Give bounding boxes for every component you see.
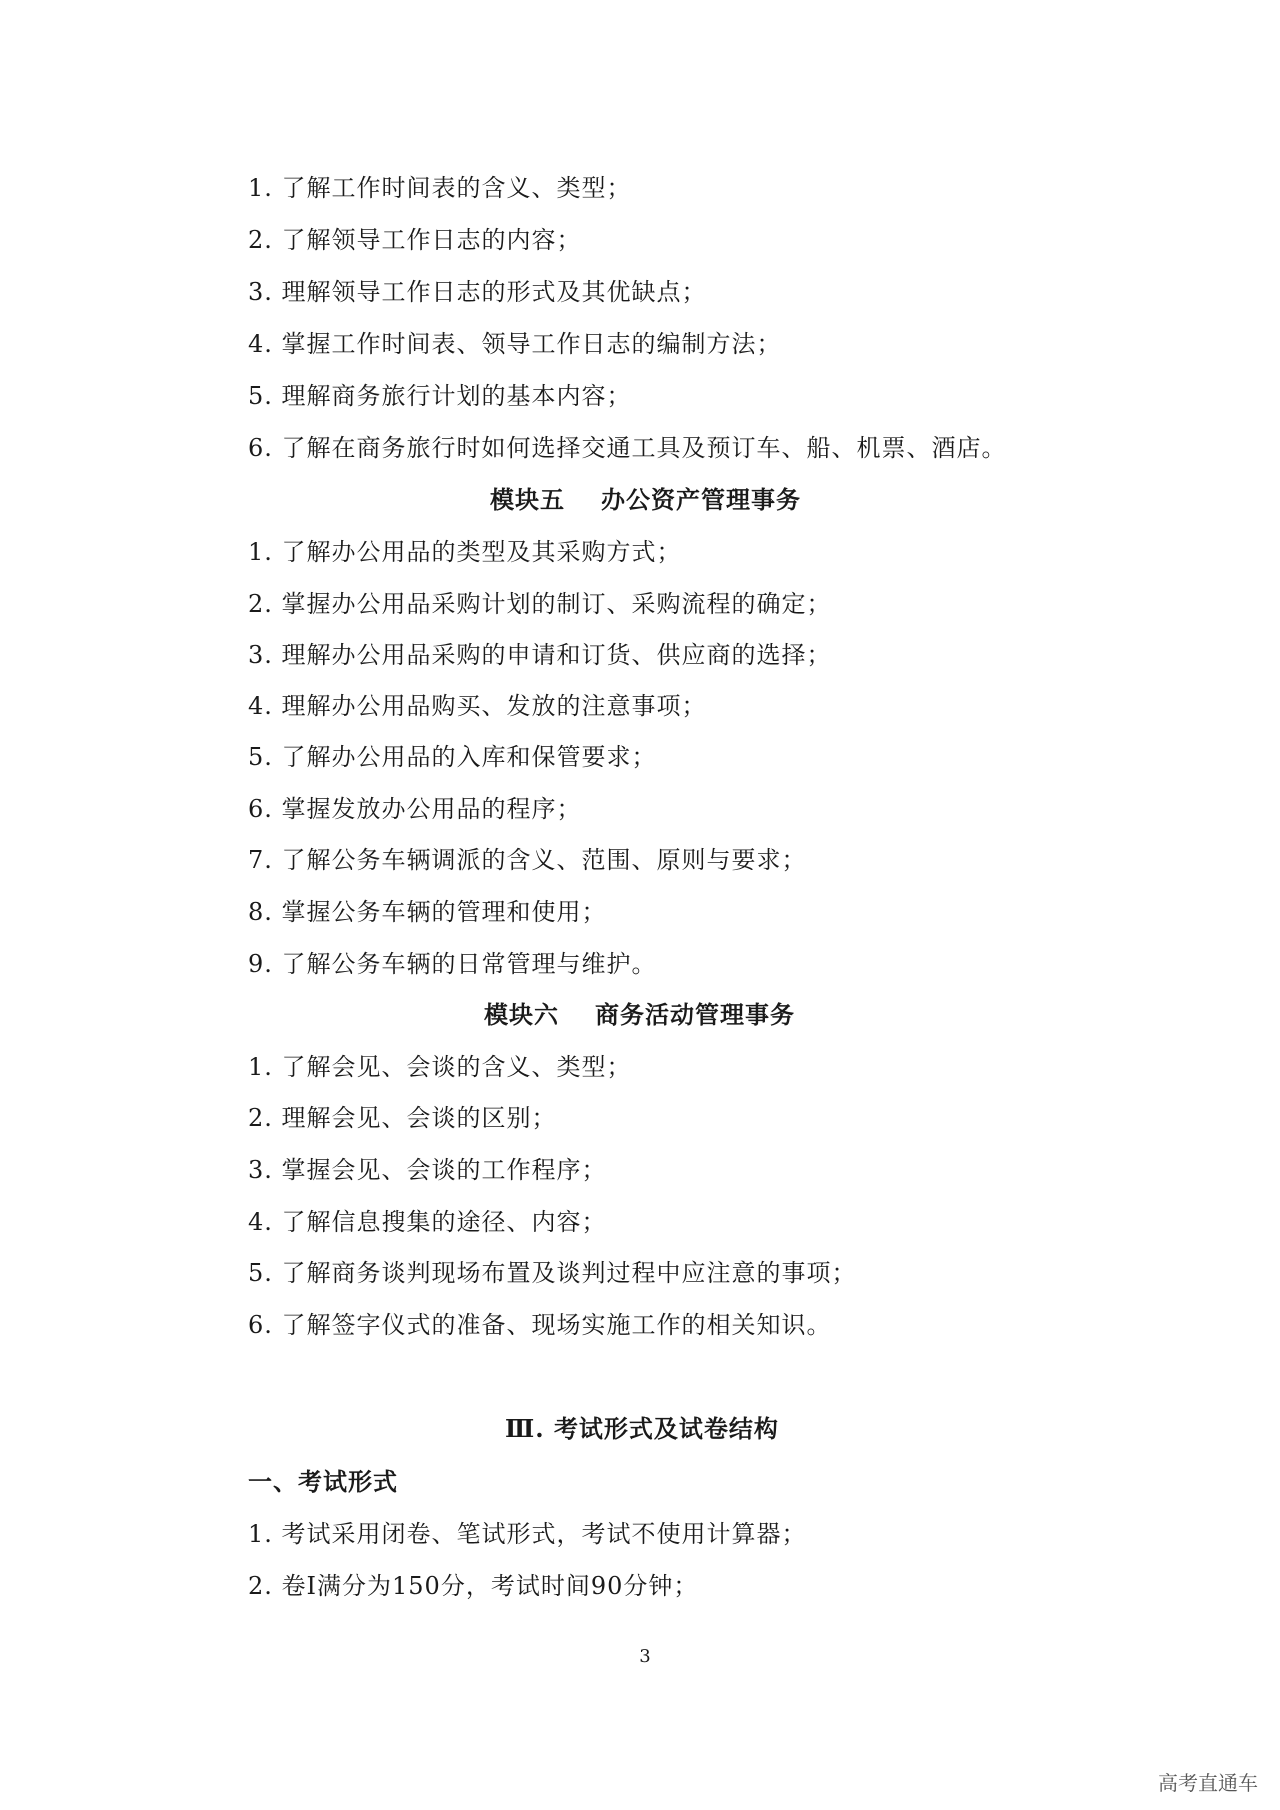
list-item: 4. 了解信息搜集的途径、内容； <box>248 1208 607 1236</box>
list-item: 1. 了解工作时间表的含义、类型； <box>248 174 632 202</box>
list-item: 3. 理解办公用品采购的申请和订货、供应商的选择； <box>248 641 832 669</box>
list-item: 4. 理解办公用品购买、发放的注意事项； <box>248 692 707 720</box>
list-item: 1. 了解会见、会谈的含义、类型； <box>248 1053 632 1081</box>
module6-title: 商务活动管理事务 <box>595 1000 795 1029</box>
list-item: 5. 了解商务谈判现场布置及谈判过程中应注意的事项； <box>248 1259 857 1287</box>
module5-title: 办公资产管理事务 <box>601 485 801 514</box>
module6-label: 模块六 <box>484 1000 559 1029</box>
list-item: 6. 了解在商务旅行时如何选择交通工具及预订车、船、机票、酒店。 <box>248 434 1007 462</box>
list-item: 2. 卷Ⅰ满分为150分，考试时间90分钟； <box>248 1572 699 1600</box>
list-item: 5. 理解商务旅行计划的基本内容； <box>248 382 632 410</box>
page-number: 3 <box>639 1646 651 1667</box>
list-item: 5. 了解办公用品的入库和保管要求； <box>248 743 657 771</box>
list-item: 6. 了解签字仪式的准备、现场实施工作的相关知识。 <box>248 1311 832 1339</box>
list-item: 1. 了解办公用品的类型及其采购方式； <box>248 538 682 566</box>
list-item: 4. 掌握工作时间表、领导工作日志的编制方法； <box>248 330 782 358</box>
list-item: 8. 掌握公务车辆的管理和使用； <box>248 898 607 926</box>
module6-heading <box>484 999 795 1031</box>
part3-title: Ⅲ. 考试形式及试卷结构 <box>505 1414 779 1443</box>
list-item: 6. 掌握发放办公用品的程序； <box>248 795 582 823</box>
list-item: 2. 理解会见、会谈的区别； <box>248 1104 557 1132</box>
list-item: 7. 了解公务车辆调派的含义、范围、原则与要求； <box>248 846 807 874</box>
list-item: 2. 掌握办公用品采购计划的制订、采购流程的确定； <box>248 590 832 618</box>
module5-label: 模块五 <box>490 485 565 514</box>
list-item: 3. 理解领导工作日志的形式及其优缺点； <box>248 278 707 306</box>
part3-sub1-title: 一、考试形式 <box>248 1467 398 1496</box>
module5-heading <box>490 484 801 516</box>
watermark-text: 高考直通车 <box>1158 1771 1258 1795</box>
list-item: 2. 了解领导工作日志的内容； <box>248 226 582 254</box>
list-item: 3. 掌握会见、会谈的工作程序； <box>248 1156 607 1184</box>
list-item: 9. 了解公务车辆的日常管理与维护。 <box>248 950 657 978</box>
list-item: 1. 考试采用闭卷、笔试形式，考试不使用计算器； <box>248 1520 807 1548</box>
